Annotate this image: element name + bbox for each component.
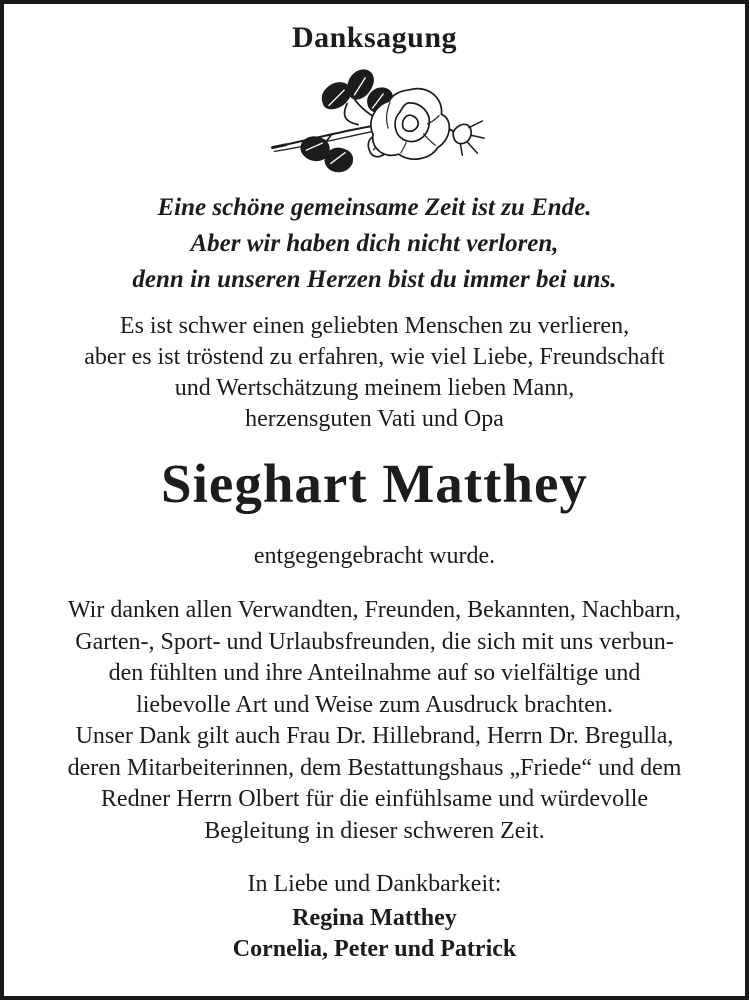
notice-title: Danksagung	[291, 21, 458, 54]
signature-name: Regina Matthey	[292, 905, 457, 931]
thanks-line: Garten-, Sport- und Urlaubsfreunden, die sich mit uns verbun-	[75, 628, 674, 655]
closing-line: In Liebe und Dankbarkeit:	[247, 871, 502, 897]
verse-line: Eine schöne gemeinsame Zeit ist zu Ende.	[157, 194, 592, 221]
thanks-line: Begleitung in dieser schweren Zeit.	[204, 817, 545, 844]
verse-line: Aber wir haben dich nicht verloren,	[190, 230, 559, 257]
thanks-line: deren Mitarbeiterinnen, dem Bestattungshaus „Friede“ und dem	[67, 754, 682, 781]
thanks-block	[4, 595, 745, 847]
verse-line: denn in unseren Herzen bist du immer bei uns.	[132, 266, 617, 293]
rose-icon	[4, 64, 745, 178]
intro-line: herzensguten Vati und Opa	[245, 406, 504, 432]
thanks-line: den fühlten und ihre Anteilnahme auf so vielfältige und	[108, 660, 641, 686]
intro-line: und Wertschätzung meinem lieben Mann,	[174, 375, 575, 401]
intro-block	[4, 311, 745, 435]
intro-line: aber es ist tröstend zu erfahren, wie viel Liebe, Freundschaft	[84, 344, 665, 370]
thanks-line: Redner Herrn Olbert für die einfühlsame und würdevolle	[100, 786, 649, 812]
signatures-block	[4, 903, 745, 965]
verse-block	[4, 190, 745, 298]
thanks-line: liebevolle Art und Weise zum Ausdruck brachten.	[136, 691, 613, 718]
deceased-name: Sieghart Matthey	[161, 453, 588, 514]
thanks-line: Wir danken allen Verwandten, Freunden, Bekannten, Nachbarn,	[67, 597, 682, 623]
signature-name: Cornelia, Peter und Patrick	[232, 936, 517, 962]
thanks-line: Unser Dank gilt auch Frau Dr. Hillebrand, Herrn Dr. Bregulla,	[75, 723, 674, 749]
intro-line: Es ist schwer einen geliebten Menschen zu verlieren,	[119, 313, 630, 339]
after-name-text: entgegengebracht wurde.	[253, 543, 496, 569]
